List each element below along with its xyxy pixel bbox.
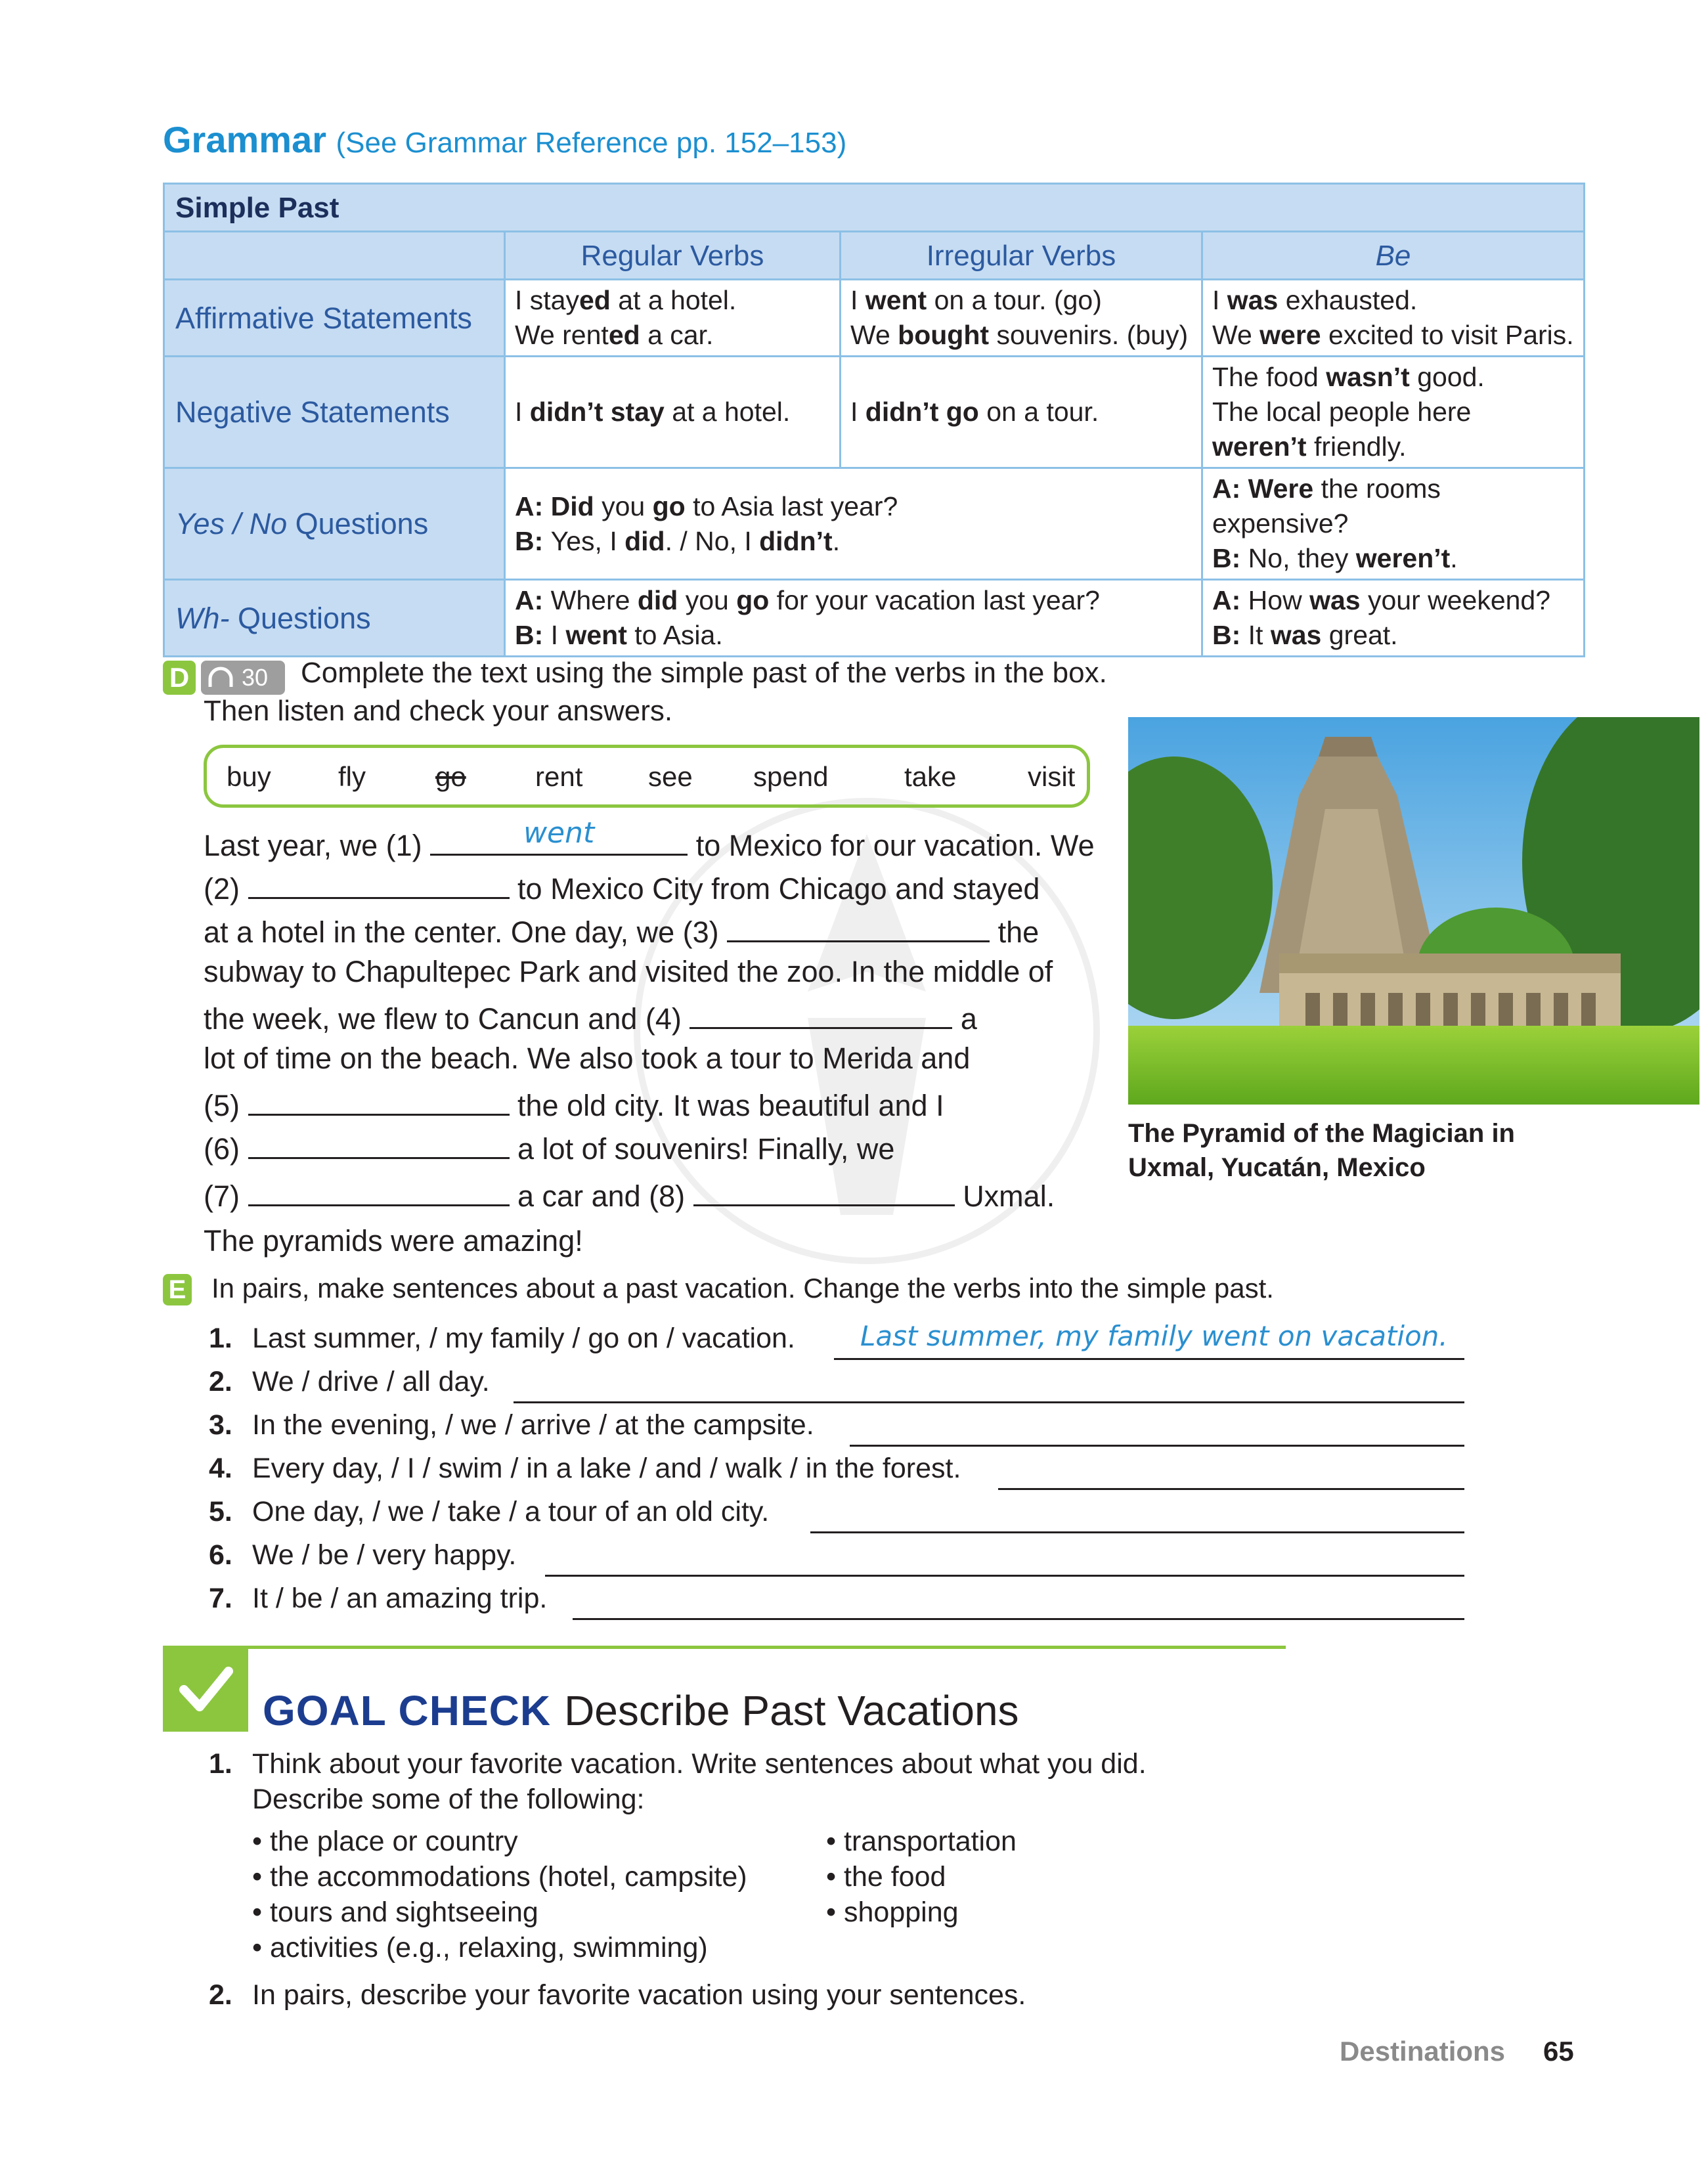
item-prompt: We / drive / all day. (252, 1366, 490, 1397)
goal-check-title: GOAL CHECK (263, 1687, 552, 1734)
col-irregular-verbs: Irregular Verbs (841, 232, 1202, 280)
answer-line[interactable] (834, 1357, 1464, 1360)
audio-track-button[interactable] (201, 661, 285, 695)
bullet-item: • shopping (826, 1897, 959, 1928)
bullet-item: • activities (e.g., relaxing, swimming) (252, 1932, 708, 1963)
blank-4[interactable] (690, 998, 952, 1029)
table-row (164, 468, 1585, 580)
goal-item-text: Describe some of the following: (252, 1784, 645, 1815)
paragraph-line: Last year, we (1) went to Mexico for our vacation. We (204, 816, 1095, 862)
item-number: 3. (209, 1409, 232, 1441)
photo-caption: The Pyramid of the Magician in Uxmal, Yucatán, Mexico (1128, 1119, 1515, 1182)
activity-e-instruction: In pairs, make sentences about a past vacation. Change the verbs into the simple past. (211, 1273, 1274, 1304)
paragraph-line: lot of time on the beach. We also took a tour to Merida and (204, 1042, 971, 1075)
item-answer: Last summer, my family went on vacation. (860, 1320, 1448, 1352)
col-regular-verbs: Regular Verbs (505, 232, 841, 280)
blank-7[interactable] (248, 1175, 510, 1206)
table-header-empty (164, 232, 505, 280)
bullet-item: • the food (826, 1861, 946, 1893)
table-header-row (164, 232, 1585, 280)
cell-negative-regular: I didn’t stay at a hotel. (505, 357, 841, 468)
grammar-table (163, 183, 1585, 657)
table-title: Simple Past (164, 184, 1585, 232)
item-prompt: Every day, / I / swim / in a lake / and / walk / in the forest. (252, 1453, 961, 1484)
item-number: 7. (209, 1583, 232, 1614)
cell-negative-irregular: I didn’t go on a tour. (841, 357, 1202, 468)
paragraph-line: at a hotel in the center. One day, we (3) the (204, 911, 1039, 950)
row-label-negative: Negative Statements (164, 357, 505, 468)
activity-e-badge: E (163, 1274, 192, 1305)
word-spend: spend (753, 761, 829, 792)
table-row (164, 280, 1585, 357)
checkmark-icon (163, 1649, 248, 1732)
item-prompt: It / be / an amazing trip. (252, 1583, 548, 1614)
paragraph-line: (7) a car and (8) Uxmal. (204, 1175, 1055, 1214)
word-box (204, 745, 1090, 808)
grammar-title: Grammar (163, 119, 327, 160)
answer-line[interactable] (514, 1400, 1464, 1403)
headphones-icon (206, 665, 235, 691)
item-prompt: Last summer, / my family / go on / vacation. (252, 1323, 795, 1354)
goal-check-divider (163, 1646, 1286, 1649)
cell-yesno-be: A: Were the rooms expensive? B: No, they weren’t. (1202, 468, 1585, 580)
goal-item-text: In pairs, describe your favorite vacation using your sentences. (252, 1979, 1026, 2011)
answer-line[interactable] (545, 1573, 1464, 1577)
paragraph-line: subway to Chapultepec Park and visited the zoo. In the middle of (204, 955, 1053, 988)
answer-line[interactable] (850, 1443, 1464, 1447)
goal-check-heading (263, 1686, 1019, 1735)
bullet-item: • transportation (826, 1826, 1017, 1857)
table-title-row (164, 184, 1585, 232)
table-row (164, 580, 1585, 657)
answer-line[interactable] (810, 1530, 1464, 1533)
word-take: take (904, 761, 957, 792)
blank-6[interactable] (248, 1128, 510, 1159)
blank-5[interactable] (248, 1085, 510, 1116)
item-prompt: We / be / very happy. (252, 1539, 517, 1571)
grammar-reference: (See Grammar Reference pp. 152–153) (336, 127, 847, 159)
paragraph-line: (5) the old city. It was beautiful and I (204, 1085, 944, 1123)
bullet-item: • the accommodations (hotel, campsite) (252, 1861, 747, 1893)
cell-negative-be: The food wasn’t good. The local people here weren’t friendly. (1202, 357, 1585, 468)
item-prompt: One day, / we / take / a tour of an old city. (252, 1496, 770, 1527)
activity-d-badge: D (163, 661, 196, 695)
blank-1[interactable] (430, 816, 688, 856)
row-label-affirmative: Affirmative Statements (164, 280, 505, 357)
col-be: Be (1202, 232, 1585, 280)
item-number: 5. (209, 1496, 232, 1527)
answer-line[interactable] (573, 1617, 1464, 1620)
word-fly: fly (338, 761, 366, 792)
item-number: 2. (209, 1366, 232, 1397)
pyramid-photo (1128, 717, 1699, 1105)
row-label-yesno: Yes / No Questions (164, 468, 505, 580)
answer-line[interactable] (998, 1487, 1464, 1490)
paragraph-line: The pyramids were amazing! (204, 1224, 583, 1258)
goal-check-subtitle: Describe Past Vacations (564, 1687, 1019, 1734)
answer-1: went (523, 816, 595, 850)
blank-3[interactable] (727, 911, 990, 942)
blank-8[interactable] (693, 1175, 955, 1206)
bullet-item: • the place or country (252, 1826, 518, 1857)
item-prompt: In the evening, / we / arrive / at the campsite. (252, 1409, 814, 1441)
cell-affirmative-regular: I stayed at a hotel. We rented a car. (505, 280, 841, 357)
audio-track-number: 30 (242, 664, 269, 691)
goal-check-box (163, 1649, 248, 1732)
cell-affirmative-be: I was exhausted. We were excited to visit Paris. (1202, 280, 1585, 357)
bullet-item: • tours and sightseeing (252, 1897, 538, 1928)
activity-d-instruction-2: Then listen and check your answers. (204, 695, 673, 727)
table-row (164, 357, 1585, 468)
paragraph-line: (6) a lot of souvenirs! Finally, we (204, 1128, 894, 1166)
activity-d-instruction: Complete the text using the simple past of the verbs in the box. (301, 657, 1107, 689)
goal-item-text: Think about your favorite vacation. Write sentences about what you did. (252, 1748, 1147, 1780)
row-label-wh: Wh- Questions (164, 580, 505, 657)
cell-wh-be: A: How was your weekend? B: It was great. (1202, 580, 1585, 657)
cell-wh-verbs: A: Where did you go for your vacation last year? B: I went to Asia. (505, 580, 1202, 657)
paragraph-line: the week, we flew to Cancun and (4) a (204, 998, 977, 1036)
word-see: see (648, 761, 693, 792)
goal-item-number: 1. (209, 1748, 232, 1780)
page-number: 65 (1543, 2036, 1574, 2067)
word-go-struck: go (435, 761, 466, 792)
item-number: 1. (209, 1323, 232, 1354)
cell-affirmative-irregular: I went on a tour. (go) We bought souvenirs. (buy) (841, 280, 1202, 357)
grammar-heading (163, 118, 846, 161)
word-rent: rent (535, 761, 583, 792)
cell-yesno-verbs: A: Did you go to Asia last year? B: Yes, I did. / No, I didn’t. (505, 468, 1202, 580)
word-visit: visit (1028, 761, 1076, 792)
goal-item-number: 2. (209, 1979, 232, 2011)
word-buy: buy (227, 761, 271, 792)
item-number: 4. (209, 1453, 232, 1484)
blank-2[interactable] (248, 868, 510, 899)
paragraph-line: (2) to Mexico City from Chicago and stayed (204, 868, 1040, 906)
footer-section-name: Destinations (1340, 2036, 1506, 2067)
item-number: 6. (209, 1539, 232, 1571)
